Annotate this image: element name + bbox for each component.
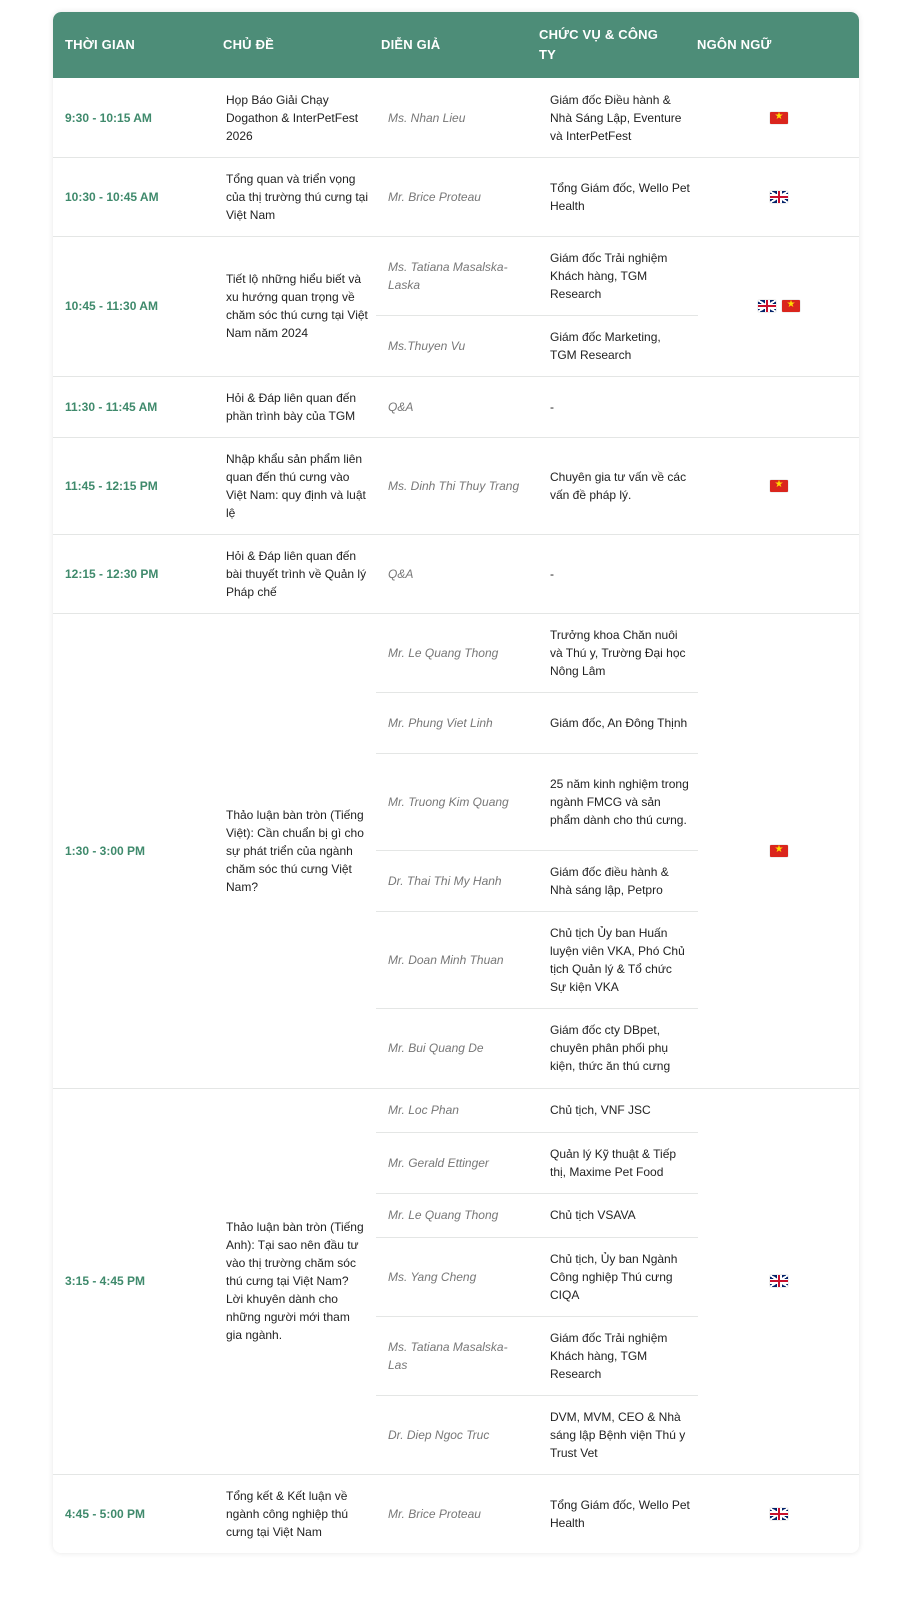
speaker-name: Ms. Nhan Lieu — [388, 110, 466, 125]
session-topic: Thảo luận bàn tròn (Tiếng Việt): Cần chuẩn bị gì cho sự phát triển của ngành chăm sóc thú cưng Việt Nam? — [226, 807, 364, 894]
agenda-table — [53, 12, 859, 1553]
speaker-role: Quản lý Kỹ thuật & Tiếp thị, Maxime Pet Food — [550, 1146, 677, 1179]
speaker-name: Mr. Loc Phan — [388, 1103, 459, 1117]
uk-flag-icon — [758, 300, 776, 312]
speaker-name: Ms.Thuyen Vu — [388, 338, 466, 353]
vietnam-flag-icon — [782, 300, 800, 312]
speaker-role: - — [550, 566, 554, 581]
speaker-name: Dr. Thai Thi My Hanh — [388, 873, 502, 888]
session-language — [709, 78, 849, 157]
session-time: 4:45 - 5:00 PM — [65, 1506, 146, 1521]
speaker-name: Ms. Tatiana Masalska-Laska — [388, 259, 508, 292]
session-language — [709, 157, 849, 236]
speaker-name: Mr. Gerald Ettinger — [388, 1155, 489, 1170]
speaker-role: Chủ tịch, VNF JSC — [550, 1103, 651, 1117]
session-topic: Nhập khẩu sản phẩm liên quan đến thú cưng vào Việt Nam: quy định và luật lệ — [226, 451, 366, 520]
speaker-name: Dr. Diep Ngoc Truc — [388, 1427, 490, 1442]
session-time: 9:30 - 10:15 AM — [65, 110, 152, 125]
speaker-role: Tổng Giám đốc, Wello Pet Health — [550, 180, 690, 213]
session-time: 11:45 - 12:15 PM — [65, 478, 158, 493]
session-language — [709, 376, 849, 437]
speaker-name: Q&A — [388, 566, 414, 581]
speaker-name: Ms. Yang Cheng — [388, 1269, 477, 1284]
speaker-role: - — [550, 399, 554, 414]
session-time: 10:30 - 10:45 AM — [65, 189, 159, 204]
vietnam-flag-icon — [770, 480, 788, 492]
header-topic: CHỦ ĐỀ — [223, 37, 275, 52]
session-language — [709, 1474, 849, 1553]
speaker-role: Giám đốc, An Đông Thịnh — [550, 715, 688, 730]
header-language: NGÔN NGỮ — [697, 37, 772, 52]
session-topic: Hỏi & Đáp liên quan đến bài thuyết trình về Quản lý Pháp chế — [226, 548, 367, 599]
speaker-role: Chủ tịch Ủy ban Huấn luyện viên VKA, Phó Chủ tịch Quản lý & Tổ chức Sự kiện VKA — [550, 925, 685, 994]
session-language — [709, 236, 849, 376]
speaker-name: Mr. Phung Viet Linh — [388, 715, 493, 730]
speaker-name: Mr. Le Quang Thong — [388, 1208, 499, 1222]
speaker-role: Giám đốc Điều hành & Nhà Sáng Lập, Eventure và InterPetFest — [550, 92, 682, 143]
session-topic: Họp Báo Giải Chạy Dogathon & InterPetFest 2026 — [226, 92, 359, 143]
session-topic: Tiết lộ những hiểu biết và xu hướng quan trọng về chăm sóc thú cưng tại Việt Nam năm 2024 — [226, 272, 368, 340]
vietnam-flag-icon — [770, 845, 788, 857]
session-topic: Hỏi & Đáp liên quan đến phần trình bày của TGM — [226, 390, 357, 423]
vietnam-flag-icon — [770, 112, 788, 124]
uk-flag-icon — [770, 191, 788, 203]
header-role: CHỨC VỤ & CÔNG TY — [539, 27, 659, 62]
session-time: 1:30 - 3:00 PM — [65, 843, 146, 858]
uk-flag-icon — [770, 1275, 788, 1287]
table-header — [53, 12, 859, 78]
speaker-name: Mr. Truong Kim Quang — [388, 794, 509, 809]
speaker-name: Mr. Doan Minh Thuan — [388, 952, 504, 967]
speaker-name: Mr. Brice Proteau — [388, 189, 481, 204]
session-topic: Thảo luận bàn tròn (Tiếng Anh): Tại sao nên đầu tư vào thị trường chăm sóc thú cưng tại Việt Nam? Lời khuyên dành cho những người mới tham gia ngành. — [226, 1220, 364, 1342]
uk-flag-icon — [770, 1508, 788, 1520]
speaker-name: Q&A — [388, 399, 414, 414]
speaker-role: Chủ tịch VSAVA — [550, 1208, 636, 1222]
speaker-name: Ms. Tatiana Masalska-Las — [388, 1339, 508, 1372]
speaker-name: Mr. Bui Quang De — [388, 1041, 484, 1055]
session-topic: Tổng kết & Kết luận về ngành công nghiệp thú cưng tại Việt Nam — [226, 1488, 349, 1539]
speaker-role: Chủ tịch, Ủy ban Ngành Công nghiệp Thú cưng CIQA — [550, 1251, 678, 1302]
speaker-name: Mr. Brice Proteau — [388, 1506, 481, 1521]
header-speaker: DIỄN GIẢ — [381, 37, 441, 52]
speaker-name: Ms. Dinh Thi Thuy Trang — [388, 478, 520, 493]
session-time: 11:30 - 11:45 AM — [65, 399, 158, 414]
speaker-role: Chuyên gia tư vấn về các vấn đề pháp lý. — [550, 469, 687, 502]
speaker-role: Giám đốc cty DBpet, chuyên phân phối phụ kiện, thức ăn thú cưng — [550, 1023, 671, 1073]
speaker-name: Mr. Le Quang Thong — [388, 645, 499, 660]
header-time: THỜI GIAN — [65, 37, 135, 52]
speaker-role: Giám đốc điều hành & Nhà sáng lập, Petpro — [550, 864, 669, 897]
speaker-role: DVM, MVM, CEO & Nhà sáng lập Bệnh viện Thú y Trust Vet — [550, 1409, 686, 1460]
session-language — [709, 613, 849, 1088]
session-time: 10:45 - 11:30 AM — [65, 299, 158, 313]
speaker-role: Trưởng khoa Chăn nuôi và Thú y, Trường Đại học Nông Lâm — [550, 627, 686, 678]
session-language — [709, 534, 849, 613]
speaker-role: Giám đốc Trải nghiệm Khách hàng, TGM Research — [550, 1330, 668, 1381]
session-time: 12:15 - 12:30 PM — [65, 566, 159, 581]
session-topic: Tổng quan và triển vọng của thị trường thú cưng tại Việt Nam — [226, 171, 369, 222]
speaker-role: 25 năm kinh nghiệm trong ngành FMCG và sản phẩm dành cho thú cưng. — [550, 776, 689, 827]
speaker-role: Giám đốc Trải nghiệm Khách hàng, TGM Research — [550, 250, 668, 301]
speaker-role: Tổng Giám đốc, Wello Pet Health — [550, 1497, 690, 1530]
session-time: 3:15 - 4:45 PM — [65, 1274, 146, 1288]
session-language — [709, 437, 849, 534]
speaker-role: Giám đốc Marketing, TGM Research — [550, 329, 661, 362]
session-language — [709, 1088, 849, 1474]
